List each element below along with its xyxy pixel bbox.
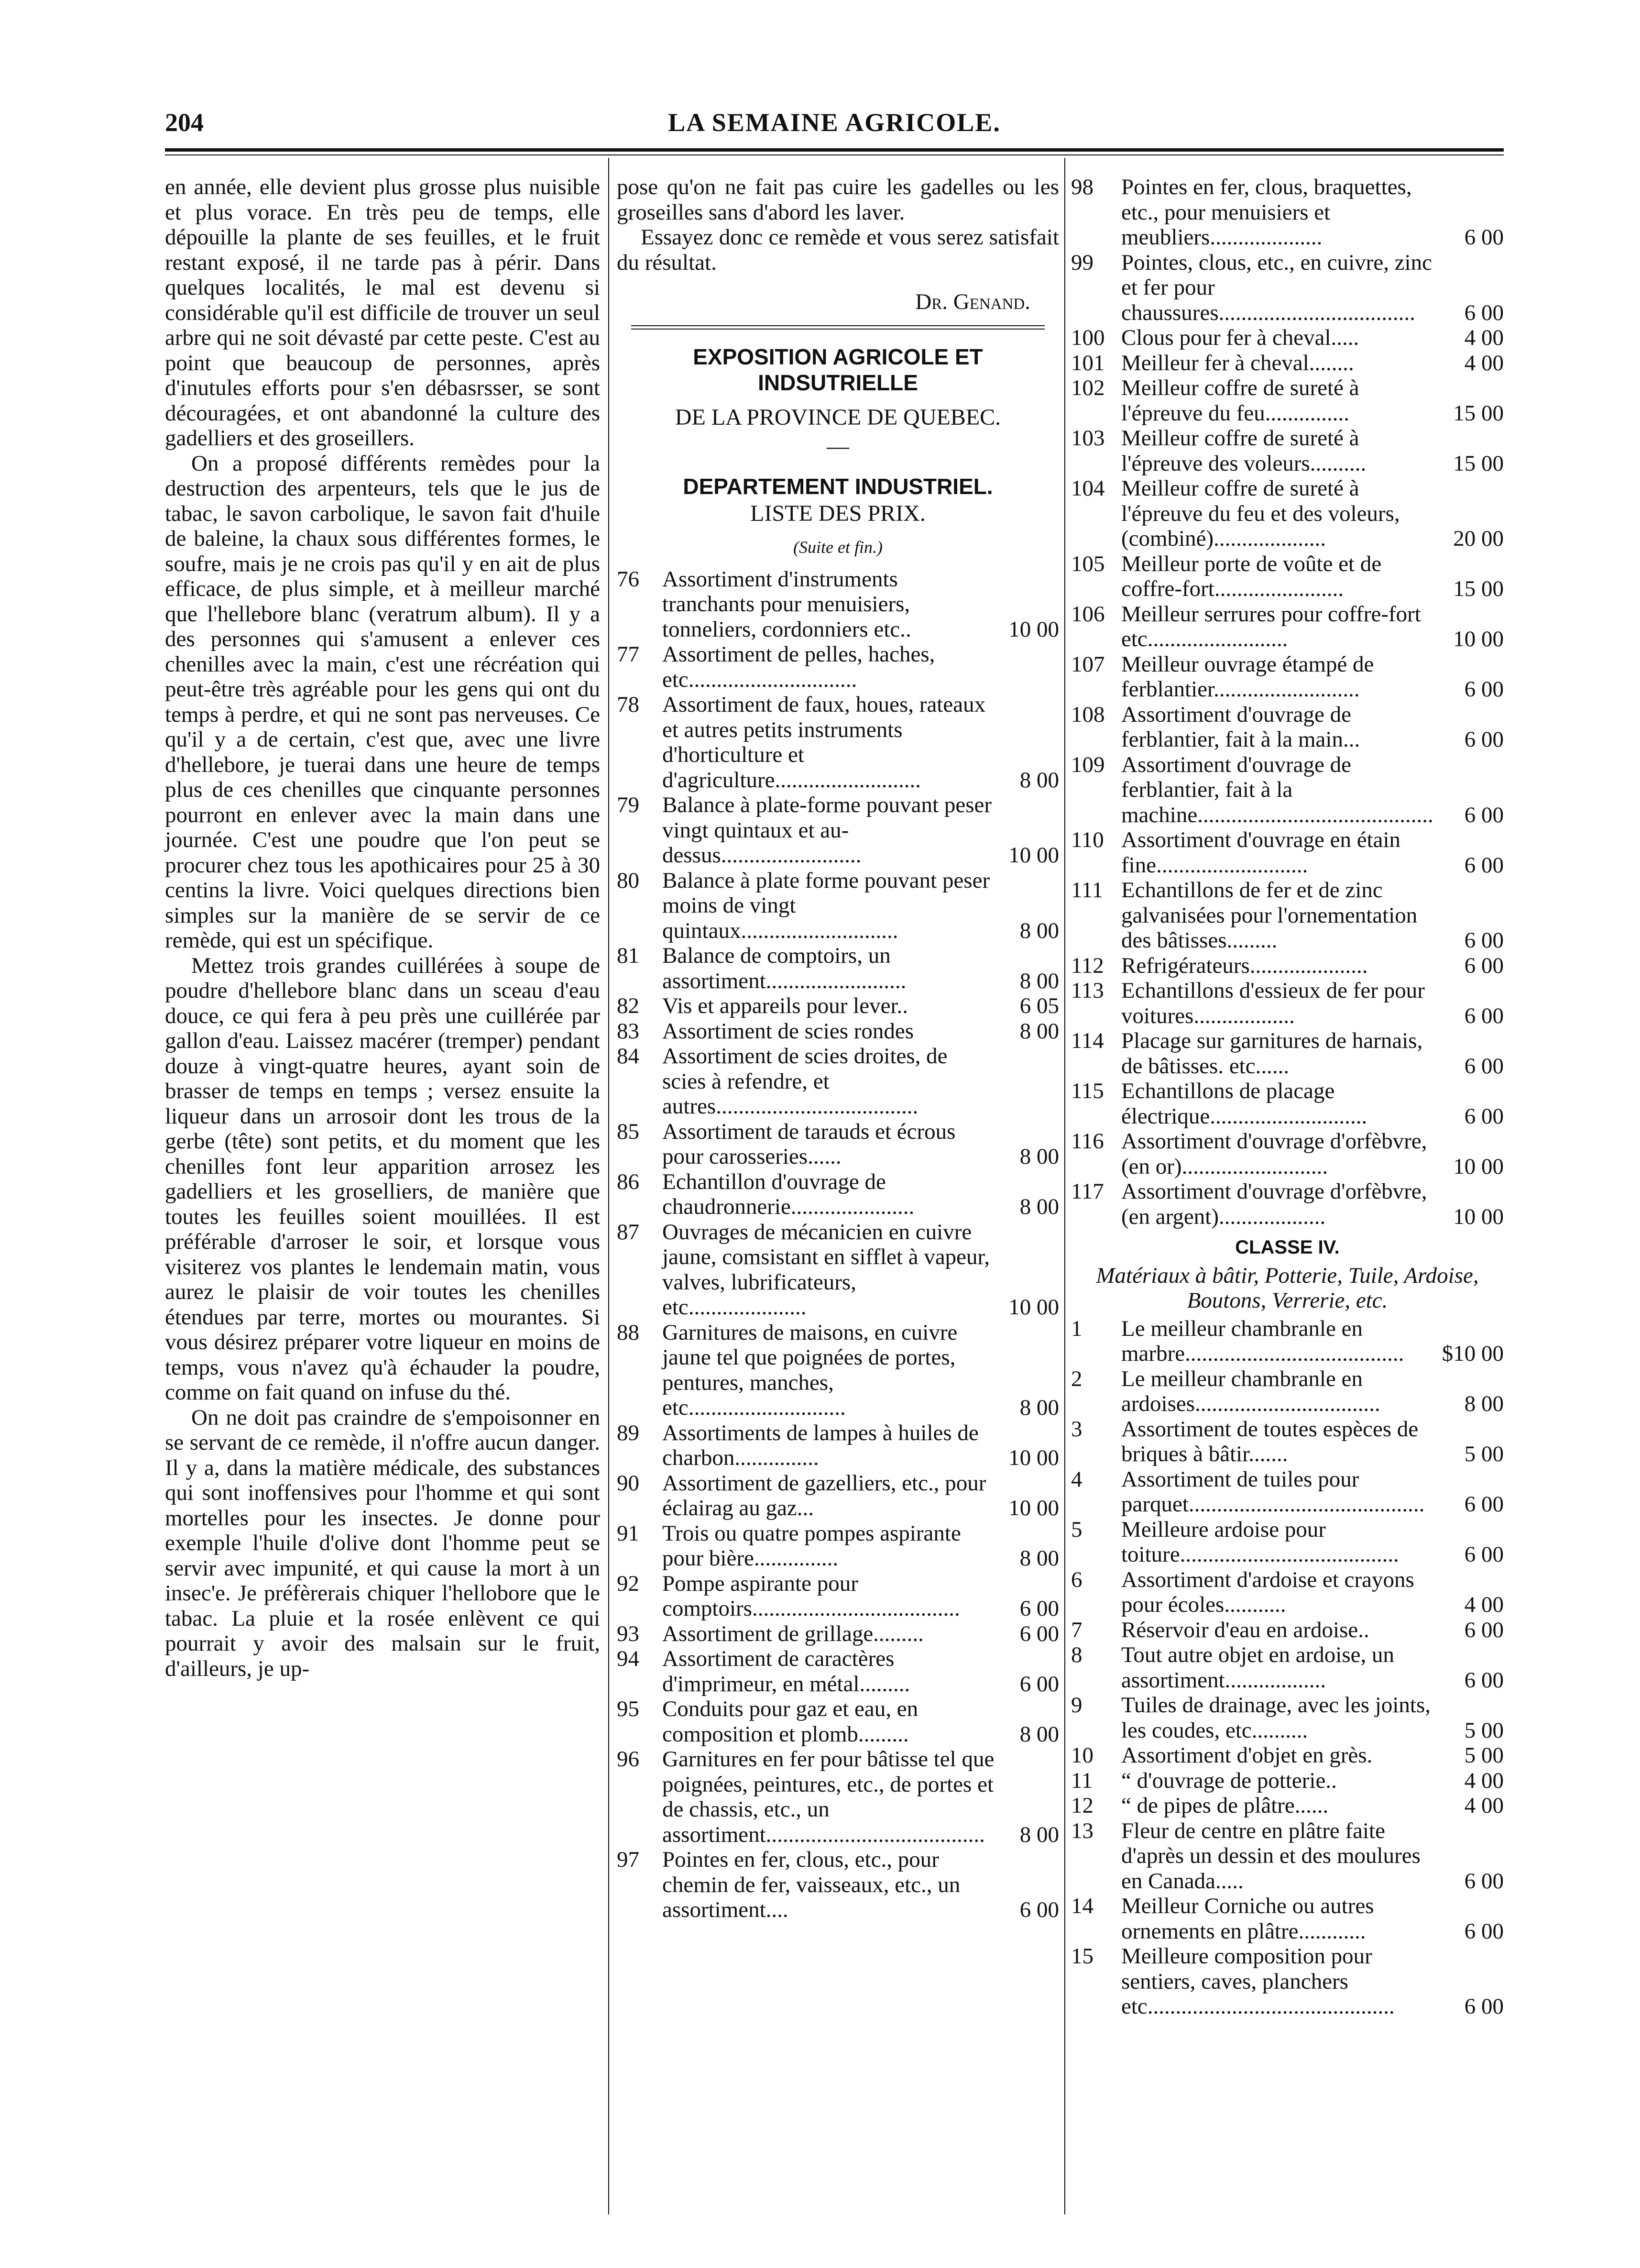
prize-description: Assortiment de pelles, haches, etc.............................. — [662, 642, 935, 692]
prize-number: 6 — [1071, 1567, 1082, 1592]
prize-number: 112 — [1071, 953, 1104, 978]
prize-number: 11 — [1071, 1768, 1093, 1793]
prize-description: Assortiment de gazelliers, etc., pour éclairag au gaz... — [662, 1470, 986, 1520]
prize-description: Balance à plate-forme pouvant peser vingt quintaux et au-dessus......................... — [662, 793, 992, 868]
prize-amount: 6 00 — [1464, 953, 1504, 978]
prize-description: Meilleur coffre de sureté à l'épreuve du feu............... — [1121, 375, 1359, 426]
prize-description: Tout autre objet en ardoise, un assortiment.................. — [1121, 1642, 1394, 1693]
prize-number: 92 — [617, 1571, 639, 1596]
header-rule-thin — [165, 154, 1504, 155]
prize-amount: $10 00 — [1442, 1341, 1504, 1366]
prize-amount: 6 00 — [1464, 1667, 1504, 1693]
prize-description: Assortiments de lampes à huiles de charbon............... — [662, 1420, 979, 1470]
prize-item — [1071, 1316, 1504, 1366]
prize-number: 108 — [1071, 702, 1105, 727]
prize-amount: 6 00 — [1019, 1596, 1059, 1621]
article-paragraph: On ne doit pas craindre de s'empoisonner en se servant de ce remède, il n'offre aucun danger. Il y a, dans la matière médicale, des substances qui sont inoffensives pour l'homme et qui sont mortelles pour les insectes. Je donne pour exemple l'huile d'olive dont l'homme peut se servir avec impunité, et qui cause la mort à un insec'e. Je préfèrerais chiquer l'hellobore que le tabac. La pluie et la rosée enlèvent ce qui pourrait y avoir des malsain sur le fruit, d'ailleurs, je up- — [165, 1405, 600, 1681]
prize-description: Pompe aspirante pour comptoirs..................................... — [662, 1571, 960, 1621]
prize-amount: 8 00 — [1019, 1546, 1059, 1571]
prize-item — [1071, 1693, 1504, 1743]
prize-number: 90 — [617, 1470, 639, 1496]
prize-item — [1071, 1743, 1504, 1768]
prize-number: 110 — [1071, 827, 1104, 852]
prize-amount: 8 00 — [1019, 1194, 1059, 1219]
prize-description: Echantillons d'essieux de fer pour voitures.................. — [1121, 978, 1425, 1028]
prize-amount: 10 00 — [1008, 1445, 1059, 1470]
prize-description: Meilleur fer à cheval........ — [1121, 350, 1354, 375]
prize-item — [1071, 351, 1504, 376]
prize-amount: 6 00 — [1464, 852, 1504, 878]
prize-description: “ d'ouvrage de potterie.. — [1121, 1768, 1337, 1793]
prize-description: Meilleure ardoise pour toiture....................................... — [1121, 1517, 1399, 1567]
prize-amount: 8 00 — [1019, 1144, 1059, 1169]
prize-amount: 4 00 — [1464, 1768, 1504, 1793]
prize-description: Assortiment d'ouvrage d'orfèbvre, (en argent)................... — [1121, 1179, 1427, 1229]
prize-number: 113 — [1071, 978, 1104, 1003]
prize-number: 12 — [1071, 1793, 1093, 1818]
prize-amount: 8 00 — [1464, 1391, 1504, 1416]
prize-description: Meilleur porte de voûte et de coffre-fort....................... — [1121, 551, 1382, 601]
prize-number: 106 — [1071, 601, 1105, 627]
prize-amount: 6 00 — [1464, 1053, 1504, 1079]
prize-amount: 8 00 — [1019, 968, 1059, 993]
prize-number: 10 — [1071, 1743, 1093, 1768]
prize-description: Meilleur coffre de sureté à l'épreuve des voleurs.......... — [1121, 426, 1367, 476]
prize-amount: 8 00 — [1019, 1822, 1059, 1847]
prize-number: 15 — [1071, 1944, 1093, 1969]
prize-number: 83 — [617, 1018, 639, 1044]
prize-list — [1071, 175, 1504, 1229]
prize-description: Meilleur coffre de sureté à l'épreuve du feu et des voleurs, (combiné).................... — [1121, 476, 1400, 551]
prize-item — [1071, 1079, 1504, 1129]
prize-description: Le meilleur chambranle en marbre....................................... — [1121, 1316, 1404, 1366]
prize-item — [1071, 1894, 1504, 1944]
prize-number: 102 — [1071, 375, 1105, 400]
prize-amount: 4 00 — [1464, 1793, 1504, 1818]
prize-amount: 6 00 — [1464, 727, 1504, 752]
prize-description: Echantillon d'ouvrage de chaudronnerie...................... — [662, 1169, 915, 1219]
prize-number: 2 — [1071, 1366, 1082, 1391]
header-rule — [165, 148, 1504, 152]
prize-amount: 4 00 — [1464, 350, 1504, 375]
prize-description: Placage sur garnitures de harnais, de bâtisses. etc...... — [1121, 1028, 1423, 1079]
column-1 — [165, 175, 600, 1681]
prize-item — [1071, 325, 1504, 351]
prize-item — [617, 1169, 1059, 1220]
prize-number: 77 — [617, 642, 639, 667]
article-signature: Dr. Genand. — [915, 289, 1030, 314]
list-title: LISTE DES PRIX. — [750, 500, 926, 526]
prize-description: Pointes en fer, clous, braquettes, etc., pour menuisiers et meubliers.................... — [1121, 175, 1412, 250]
prize-item — [617, 868, 1059, 944]
article-paragraph: Mettez trois grandes cuillérées à soupe de poudre d'hellebore blanc dans un sceau d'eau douce, ce qui fera à peu près une cuillérée par gallon d'eau. Laissez macérer (tremper) pendant douze à vingt-quatre heures, ayant soin de brasser de temps en temps ; versez ensuite la liqueur dans un arrosoir dont les trous de la gerbe (tête) sont petits, et du moment que les chenilles font leur apparition arrosez les gadelliers et les groselliers, de manière que toutes les feuilles soient mouillées. Il est préférable d'arroser le soir, et lorsque vous visiterez vos plantes le lendemain matin, vous aurez le plaisir de voir toutes les chenilles étendues par terre, mortes ou mourantes. Si vous désirez préparer votre liqueur en moins de temps, vous n'avez qu'à échauder la poudre, comme on fait quand on infuse du thé. — [165, 953, 600, 1405]
prize-amount: 8 00 — [1019, 918, 1059, 943]
prize-description: Assortiment d'objet en grès. — [1121, 1743, 1373, 1768]
prize-item — [617, 1571, 1059, 1621]
prize-number: 94 — [617, 1646, 639, 1671]
prize-item — [1071, 1768, 1504, 1794]
prize-amount: 15 00 — [1453, 451, 1504, 476]
prize-amount: 4 00 — [1464, 1592, 1504, 1617]
prize-number: 86 — [617, 1169, 639, 1194]
dash-separator: — — [827, 434, 849, 459]
prize-item — [1071, 953, 1504, 979]
prize-number: 7 — [1071, 1617, 1082, 1642]
prize-description: Meilleur Corniche ou autres ornements en plâtre............ — [1121, 1894, 1374, 1944]
prize-amount: 5 00 — [1464, 1718, 1504, 1743]
section-divider — [631, 325, 1045, 330]
prize-list — [617, 567, 1059, 1923]
prize-number: 8 — [1071, 1642, 1082, 1667]
prize-number: 117 — [1071, 1179, 1104, 1204]
prize-number: 87 — [617, 1219, 639, 1244]
prize-amount: 10 00 — [1008, 1295, 1059, 1320]
prize-item — [1071, 1129, 1504, 1179]
prize-item — [1071, 426, 1504, 476]
prize-item — [1071, 827, 1504, 878]
prize-number: 105 — [1071, 551, 1105, 576]
prize-number: 99 — [1071, 250, 1093, 275]
prize-description: Trois ou quatre pompes aspirante pour bière............... — [662, 1520, 961, 1571]
prize-description: Assortiment d'ouvrage de ferblantier, fait à la machine.......................................... — [1121, 752, 1433, 827]
prize-description: Balance à plate forme pouvant peser moins de vingt quintaux............................ — [662, 868, 990, 943]
prize-description: Réservoir d'eau en ardoise.. — [1121, 1617, 1369, 1642]
article-paragraph: en année, elle devient plus grosse plus nuisible et plus vorace. En très peu de temps, elle dépouille la plante de ses feuilles, et le fruit restant exposé, il ne tarde pas à périr. Dans quelques localités, le mal est devenu si considérable qu'il est difficile de trouver un seul arbre qui ne soit dévasté par cette peste. C'est au point que beaucoup de personnes, après d'inutules efforts pour s'en débasrsser, se sont découragées, et ont abandonné la culture des gadelliers et des groseillers. — [165, 175, 600, 451]
prize-description: “ de pipes de plâtre...... — [1121, 1793, 1329, 1818]
prize-amount: 6 00 — [1464, 1492, 1504, 1517]
prize-item — [617, 1847, 1059, 1923]
prize-number: 116 — [1071, 1129, 1104, 1154]
prize-number: 14 — [1071, 1894, 1093, 1918]
prize-item — [1071, 1467, 1504, 1517]
prize-number: 104 — [1071, 476, 1105, 501]
prize-description: Assortiment d'ardoise et crayons pour écoles........... — [1121, 1567, 1414, 1617]
prize-item — [1071, 1179, 1504, 1229]
prize-item — [1071, 250, 1504, 326]
prize-number: 3 — [1071, 1416, 1082, 1442]
prize-number: 82 — [617, 993, 639, 1018]
article-paragraph: Essayez donc ce remède et vous serez satisfait du résultat. — [617, 225, 1059, 275]
prize-number: 85 — [617, 1119, 639, 1144]
prize-number: 13 — [1071, 1818, 1093, 1843]
prize-number: 1 — [1071, 1316, 1082, 1341]
prize-description: Conduits pour gaz et eau, en composition et plomb......... — [662, 1696, 918, 1747]
prize-amount: 6 00 — [1464, 1918, 1504, 1944]
prize-description: Meilleur ouvrage étampé de ferblantier.......................... — [1121, 651, 1374, 702]
prize-description: Assortiment d'instruments tranchants pour menuisiers, tonneliers, cordonniers etc.. — [662, 566, 911, 642]
prize-amount: 6 00 — [1464, 1994, 1504, 2019]
prize-amount: 10 00 — [1008, 843, 1059, 868]
prize-description: Assortiment de faux, houes, rateaux et autres petits instruments d'horticulture et d'agriculture.......................... — [662, 692, 986, 793]
prize-number: 95 — [617, 1696, 639, 1721]
prize-description: Assortiment d'ouvrage en étain fine........................... — [1121, 827, 1401, 878]
prize-item — [1071, 1567, 1504, 1618]
prize-amount: 8 00 — [1019, 1721, 1059, 1747]
prize-item — [1071, 175, 1504, 250]
prize-number: 93 — [617, 1621, 639, 1646]
prize-number: 79 — [617, 793, 639, 817]
prize-amount: 6 00 — [1464, 1617, 1504, 1642]
prize-amount: 10 00 — [1008, 1496, 1059, 1520]
prize-amount: 10 00 — [1453, 1154, 1504, 1179]
prize-item — [617, 1420, 1059, 1471]
prize-number: 9 — [1071, 1693, 1082, 1718]
prize-description: Meilleure composition pour sentiers, caves, planchers etc............................................ — [1121, 1944, 1395, 2019]
prize-item — [1071, 1028, 1504, 1079]
prize-amount: 5 00 — [1464, 1743, 1504, 1768]
prize-item — [617, 1471, 1059, 1521]
page-header — [165, 108, 1504, 146]
prize-item — [617, 642, 1059, 692]
prize-item — [1071, 1366, 1504, 1417]
article-paragraph: pose qu'on ne fait pas cuire les gadelles ou les groseilles sans d'abord les laver. — [617, 175, 1059, 225]
section-subtitle: DE LA PROVINCE DE QUEBEC. — [675, 404, 1001, 430]
prize-number: 78 — [617, 692, 639, 717]
prize-item — [617, 1747, 1059, 1847]
prize-number: 76 — [617, 566, 639, 592]
prize-amount: 10 00 — [1008, 617, 1059, 642]
prize-item — [1071, 978, 1504, 1028]
prize-description: Echantillons de placage électrique............................ — [1121, 1079, 1367, 1129]
prize-item — [1071, 1944, 1504, 2019]
prize-number: 88 — [617, 1320, 639, 1345]
prize-number: 114 — [1071, 1028, 1104, 1053]
column-2 — [617, 175, 1059, 1923]
prize-item — [617, 1044, 1059, 1119]
prize-item — [1071, 1793, 1504, 1818]
prize-item — [1071, 1642, 1504, 1693]
prize-number: 84 — [617, 1044, 639, 1068]
prize-number: 107 — [1071, 651, 1105, 677]
prize-amount: 10 00 — [1453, 1204, 1504, 1229]
prize-number: 98 — [1071, 175, 1093, 199]
prize-number: 109 — [1071, 752, 1105, 777]
prize-description: Garnitures de maisons, en cuivre jaune tel que poignées de portes, pentures, manches, etc............................ — [662, 1320, 958, 1420]
prize-item — [617, 1019, 1059, 1044]
prize-description: Tuiles de drainage, avec les joints, les coudes, etc.......... — [1121, 1693, 1431, 1743]
prize-item — [1071, 476, 1504, 551]
prize-item — [617, 1320, 1059, 1420]
prize-number: 5 — [1071, 1517, 1082, 1542]
prize-item — [617, 943, 1059, 993]
prize-description: Assortiment d'ouvrage d'orfèbvre, (en or).......................... — [1121, 1129, 1427, 1179]
prize-item — [1071, 551, 1504, 602]
prize-number: 4 — [1071, 1466, 1082, 1492]
prize-amount: 10 00 — [1453, 627, 1504, 651]
prize-item — [617, 567, 1059, 642]
prize-description: Assortiment de caractères d'imprimeur, en métal......... — [662, 1646, 910, 1696]
publication-title: LA SEMAINE AGRICOLE. — [668, 108, 1001, 137]
prize-amount: 6 00 — [1019, 1897, 1059, 1922]
prize-number: 103 — [1071, 426, 1105, 451]
prize-amount: 5 00 — [1464, 1442, 1504, 1466]
prize-item — [617, 1646, 1059, 1696]
prize-number: 80 — [617, 868, 639, 893]
prize-description: Garnitures en fer pour bâtisse tel que poignées, peintures, etc., de portes et de chassis, etc., un assortiment....................................... — [662, 1747, 995, 1847]
prize-item — [617, 993, 1059, 1019]
prize-description: Assortiment de grillage......... — [662, 1621, 924, 1646]
prize-amount: 6 00 — [1464, 225, 1504, 250]
prize-description: Assortiment d'ouvrage de ferblantier, fait à la main... — [1121, 702, 1360, 752]
prize-number: 91 — [617, 1520, 639, 1546]
prize-description: Assortiment de scies droites, de scies à refendre, et autres.................................... — [662, 1044, 948, 1119]
prize-item — [1071, 1618, 1504, 1643]
prize-number: 96 — [617, 1747, 639, 1772]
prize-amount: 6 00 — [1464, 1103, 1504, 1129]
prize-amount: 6 00 — [1464, 928, 1504, 953]
prize-item — [617, 1119, 1059, 1169]
prize-description: Pointes en fer, clous, etc., pour chemin de fer, vaisseaux, etc., un assortiment.... — [662, 1847, 961, 1922]
column-3 — [1071, 175, 1504, 2019]
prize-number: 100 — [1071, 325, 1105, 350]
section-title: EXPOSITION AGRICOLE ET INDSUTRIELLE — [693, 344, 983, 395]
prize-item — [1071, 752, 1504, 828]
prize-amount: 8 00 — [1019, 1395, 1059, 1420]
prize-amount: 8 00 — [1019, 767, 1059, 793]
prize-description: Clous pour fer à cheval..... — [1121, 325, 1359, 350]
prize-item — [617, 692, 1059, 793]
prize-item — [1071, 1818, 1504, 1894]
prize-item — [1071, 1517, 1504, 1567]
prize-description: Fleur de centre en plâtre faite d'après un dessin et des moulures en Canada..... — [1121, 1818, 1421, 1894]
prize-description: Vis et appareils pour lever.. — [662, 993, 908, 1018]
prize-list — [1071, 1316, 1504, 2019]
prize-description: Assortiment de toutes espèces de briques à bâtir....... — [1121, 1416, 1419, 1466]
prize-description: Meilleur serrures pour coffre-fort etc......................... — [1121, 601, 1421, 651]
department-title: DEPARTEMENT INDUSTRIEL. — [683, 473, 993, 499]
prize-amount: 6 00 — [1464, 1003, 1504, 1028]
continued-note: (Suite et fin.) — [793, 538, 883, 557]
prize-number: 89 — [617, 1420, 639, 1445]
prize-amount: 15 00 — [1453, 576, 1504, 601]
prize-number: 81 — [617, 943, 639, 968]
prize-description: Ouvrages de mécanicien en cuivre jaune, comsistant en sifflet à vapeur, valves, lubrificateurs, etc..................... — [662, 1219, 990, 1320]
prize-item — [1071, 1417, 1504, 1467]
prize-description: Assortiment de tuiles pour parquet.......................................... — [1121, 1466, 1425, 1517]
prize-amount: 6 00 — [1019, 1671, 1059, 1696]
page-number: 204 — [165, 108, 204, 137]
prize-amount: 6 00 — [1464, 1868, 1504, 1894]
prize-amount: 15 00 — [1453, 400, 1504, 426]
prize-item — [617, 793, 1059, 868]
article-paragraph: On a proposé différents remèdes pour la destruction des arpenteurs, tels que le jus de tabac, le savon carbolique, le savon fait d'huile de baleine, la chaux sous différentes formes, le soufre, mais je ne crois pas qu'il y en ait de plus efficace, de plus simple, et à meilleur marché que l'hellebore blanc (veratrum album). Il y a des personnes qui s'amusent a enlever ces chenilles avec la main, c'est une récréation qui peut-être très agréable pour les gens qui ont du temps à perdre, et qui ne sont pas nerveuses. Ce qu'il y a de certain, c'est que, avec une livre d'hellebore, je tuerai dans une heure de temps plus de ces chenilles que cinquante personnes pourront en enlever avec la main dans une journée. C'est une poudre que l'on peut se procurer chez tous les apothicaires pour 25 à 30 centins la livre. Voici quelques directions bien simples sur la manière de se servir de ce remède, qui est un spécifique. — [165, 451, 600, 953]
prize-amount: 6 00 — [1464, 677, 1504, 702]
prize-number: 101 — [1071, 350, 1105, 375]
class-subtitle: Matériaux à bâtir, Potterie, Tuile, Ardoise, Boutons, Verrerie, etc. — [1096, 1263, 1479, 1313]
prize-number: 115 — [1071, 1079, 1104, 1103]
prize-item — [617, 1220, 1059, 1320]
prize-item — [1071, 702, 1504, 752]
prize-description: Refrigérateurs..................... — [1121, 953, 1368, 978]
prize-amount: 6 00 — [1019, 1621, 1059, 1646]
prize-description: Le meilleur chambranle en ardoises................................. — [1121, 1366, 1380, 1416]
prize-amount: 4 00 — [1464, 325, 1504, 350]
prize-amount: 6 00 — [1464, 802, 1504, 827]
prize-number: 97 — [617, 1847, 639, 1872]
column-divider-1 — [608, 158, 609, 2214]
prize-description: Assortiment de scies rondes — [662, 1018, 914, 1044]
prize-number: 111 — [1071, 878, 1104, 903]
prize-amount: 6 00 — [1464, 300, 1504, 325]
prize-item — [617, 1621, 1059, 1647]
prize-item — [617, 1696, 1059, 1747]
prize-description: Balance de comptoirs, un assortiment......................... — [662, 943, 907, 993]
prize-item — [617, 1521, 1059, 1571]
prize-description: Echantillons de fer et de zinc galvanisées pour l'ornementation des bâtisses......... — [1121, 878, 1418, 953]
prize-amount: 8 00 — [1019, 1018, 1059, 1044]
prize-item — [1071, 375, 1504, 426]
prize-description: Pointes, clous, etc., en cuivre, zinc et fer pour chaussures................................... — [1121, 250, 1432, 325]
prize-amount: 6 05 — [1019, 993, 1059, 1018]
prize-amount: 6 00 — [1464, 1542, 1504, 1567]
prize-item — [1071, 602, 1504, 652]
prize-description: Assortiment de tarauds et écrous pour carosseries...... — [662, 1119, 956, 1169]
prize-amount: 20 00 — [1453, 526, 1504, 551]
prize-item — [1071, 652, 1504, 702]
prize-item — [1071, 878, 1504, 953]
class-title: CLASSE IV. — [1235, 1237, 1340, 1258]
column-divider-2 — [1064, 158, 1065, 2214]
